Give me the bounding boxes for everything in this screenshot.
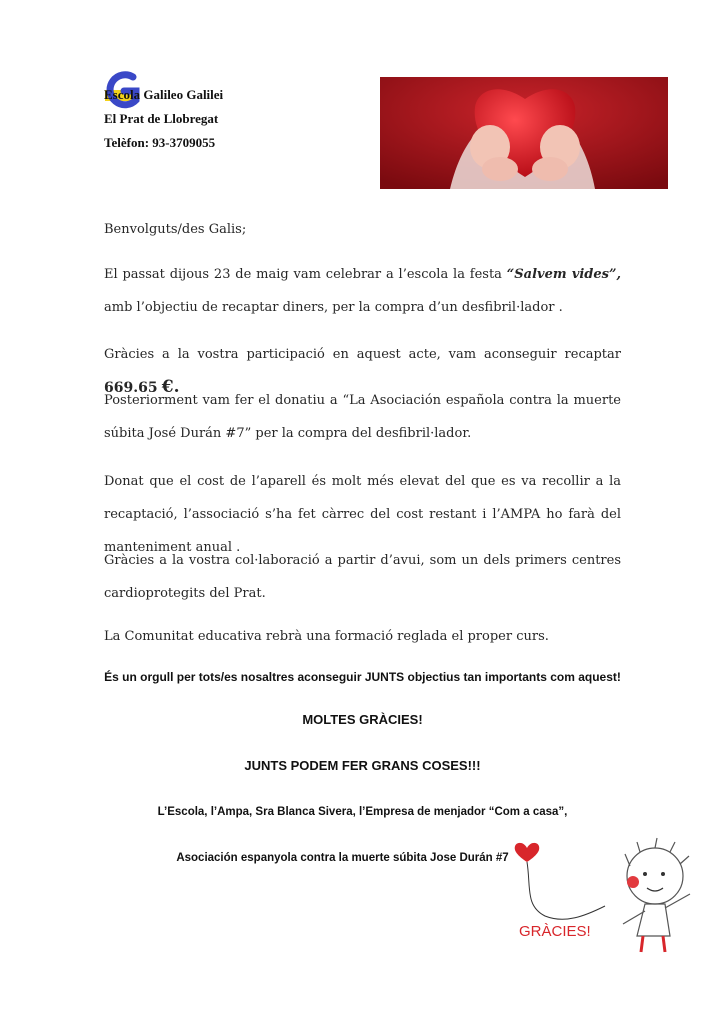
paragraph-cost: Donat que el cost de l’aparell és molt més elevat del que es va recollir a la recaptació, l’associació s’ha fet càrrec del cost restant i l’AMPA ho farà del manteniment anual . (104, 474, 621, 555)
paragraph-amount-text: Gràcies a la vostra participació en aquest acte, vam aconseguir recaptar (104, 347, 621, 362)
closing-together: JUNTS PODEM FER GRANS COSES!!! (244, 758, 481, 773)
closing-signers: L’Escola, l’Ampa, Sra Blanca Sivera, l’Empresa de menjador “Com a casa”, (157, 806, 568, 818)
paragraph-party-text-1: El passat dijous 23 de maig vam celebrar a l’escola la festa (104, 267, 507, 282)
amount-raised: 669.65 (104, 380, 158, 396)
event-name: “Salvem vides”, (506, 267, 621, 282)
school-phone: Telèfon: 93-3709055 (104, 135, 216, 150)
gracies-drawing (505, 836, 695, 956)
amount-currency: €. (161, 377, 180, 397)
paragraph-cardioprotected: Gràcies a la vostra col·laboració a partir d’avui, som un dels primers centres cardioprotegits del Prat. (104, 553, 621, 601)
greeting: Benvolguts/des Galis; (104, 222, 247, 237)
paragraph-training: La Comunitat educativa rebrà una formació reglada el proper curs. (104, 629, 549, 644)
gracies-caption: GRÀCIES! (519, 923, 591, 940)
heart-hands-photo (380, 77, 668, 189)
closing-association: Asociación espanyola contra la muerte súbita Jose Durán #7 (176, 852, 509, 864)
school-town: El Prat de Llobregat (104, 111, 219, 126)
school-name: Escola Galileo Galilei (104, 87, 224, 102)
closing-pride: És un orgull per tots/es nosaltres aconseguir JUNTS objectius tan importants com aquest! (104, 670, 621, 684)
paragraph-party-text-2: amb l’objectiu de recaptar diners, per la compra d’un desfibril·lador . (104, 300, 563, 315)
paragraph-donation: Posteriorment vam fer el donatiu a “La Asociación española contra la muerte súbita José Durán #7” per la compra del desfibril·lador. (104, 393, 621, 441)
closing-thanks: MOLTES GRÀCIES! (302, 712, 423, 727)
paragraph-party (104, 258, 621, 324)
